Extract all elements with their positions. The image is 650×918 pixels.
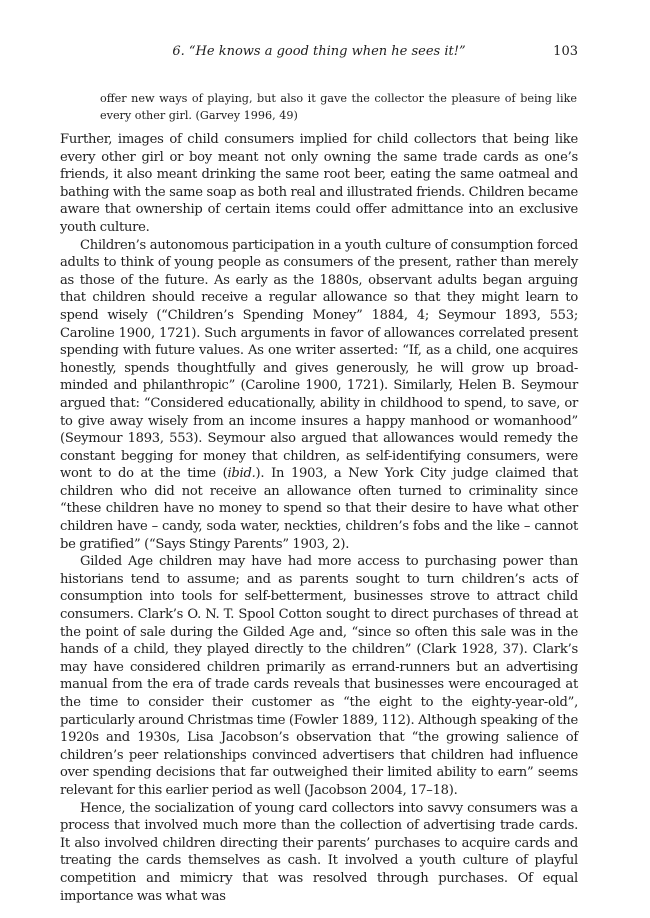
paragraph <box>60 237 578 554</box>
paragraph-text: Children’s autonomous participation in a youth culture of consumption forced adults to think of young people as consumers of the present, rather than merely as those of the future. As early as the 1880s, observant adults began arguing that children should receive a regular allowance so that they might learn to spend wisely (“Children’s Spending Money” 1884, 4; Seymour 1893, 553; Caroline 1900, 1721). Such arguments in favor of allowances correlated present spending with future values. As one writer asserted: “If, as a child, one acquires honestly, spends thoughtfully and gives generously, he will grow up broad-minded and philanthropic” (Caroline 1900, 1721). Similarly, Helen B. Seymour argued that: “Considered educationally, ability in childhood to spend, to save, or to give away wisely from an income insures a happy manhood or womanhood” (Seymour 1893, 553). Seymour also argued that allowances would remedy the constant begging for money that children, as self-identifying consumers, were wont to do at the time ( <box>60 237 578 482</box>
paragraph-text: Hence, the socialization of young card collectors into savvy consumers was a process that involved much more than the collection of advertising trade cards. It also involved children directing their parents’ purchases to acquire cards and treating the cards themselves as cash. It involved a youth culture of playful competition and mimicry that was resolved through purchases. Of equal importance was what was <box>60 800 578 904</box>
citation-ibid: ibid. <box>227 466 256 482</box>
block-quote: offer new ways of playing, but also it gave the collector the pleasure of being like every other girl. (Garvey 1996, 49) <box>100 92 577 122</box>
page-number: 103 <box>553 44 578 59</box>
paragraph-text: Gilded Age children may have had more access to purchasing power than historians tend to assume; and as parents sought to turn children’s acts of consumption into tools for self-betterment, businesses strove to attract child consumers. Clark’s O. N. T. Spool Cotton sought to direct purchases of thread at the point of sale during the Gilded Age and, “since so often this sale was in the hands of a child, they played directly to the children” (Clark 1928, 37). Clark’s may have considered children primarily as errand-runners but an advertising manual from the era of trade cards reveals that businesses were encouraged at the time to consider their customer as “the eight to the eighty-year-old”, particularly around Christmas time (Fowler 1889, 112). Although speaking of the 1920s and 1930s, Lisa Jacobson’s observation that “the growing salience of children’s peer relationships convinced advertisers that children had influence over spending decisions that far outweighed their limited ability to earn” seems relevant for this earlier period as well (Jacobson 2004, 17–18). <box>60 554 578 798</box>
body-text <box>60 131 578 905</box>
running-header <box>60 44 578 66</box>
paragraph <box>60 553 578 799</box>
paragraph <box>60 800 578 906</box>
running-title: 6. “He knows a good thing when he sees it!” <box>172 44 466 59</box>
paragraph-text: ). In 1903, a New York City judge claimed that children who did not receive an allowance often turned to criminality since “these children have no money to spend so that their desire to have what other children have – candy, soda water, neckties, children’s fobs and the like – cannot be gratified” (“Says Stingy Parents” 1903, 2). <box>60 466 578 552</box>
paragraph <box>60 131 578 237</box>
paragraph-text: Further, images of child consumers implied for child collectors that being like every other girl or boy meant not only owning the same trade cards as one’s friends, it also meant drinking the same root beer, eating the same oatmeal and bathing with the same soap as both real and illustrated friends. Children became aware that ownership of certain items could offer admittance into an exclusive youth culture. <box>60 132 578 235</box>
